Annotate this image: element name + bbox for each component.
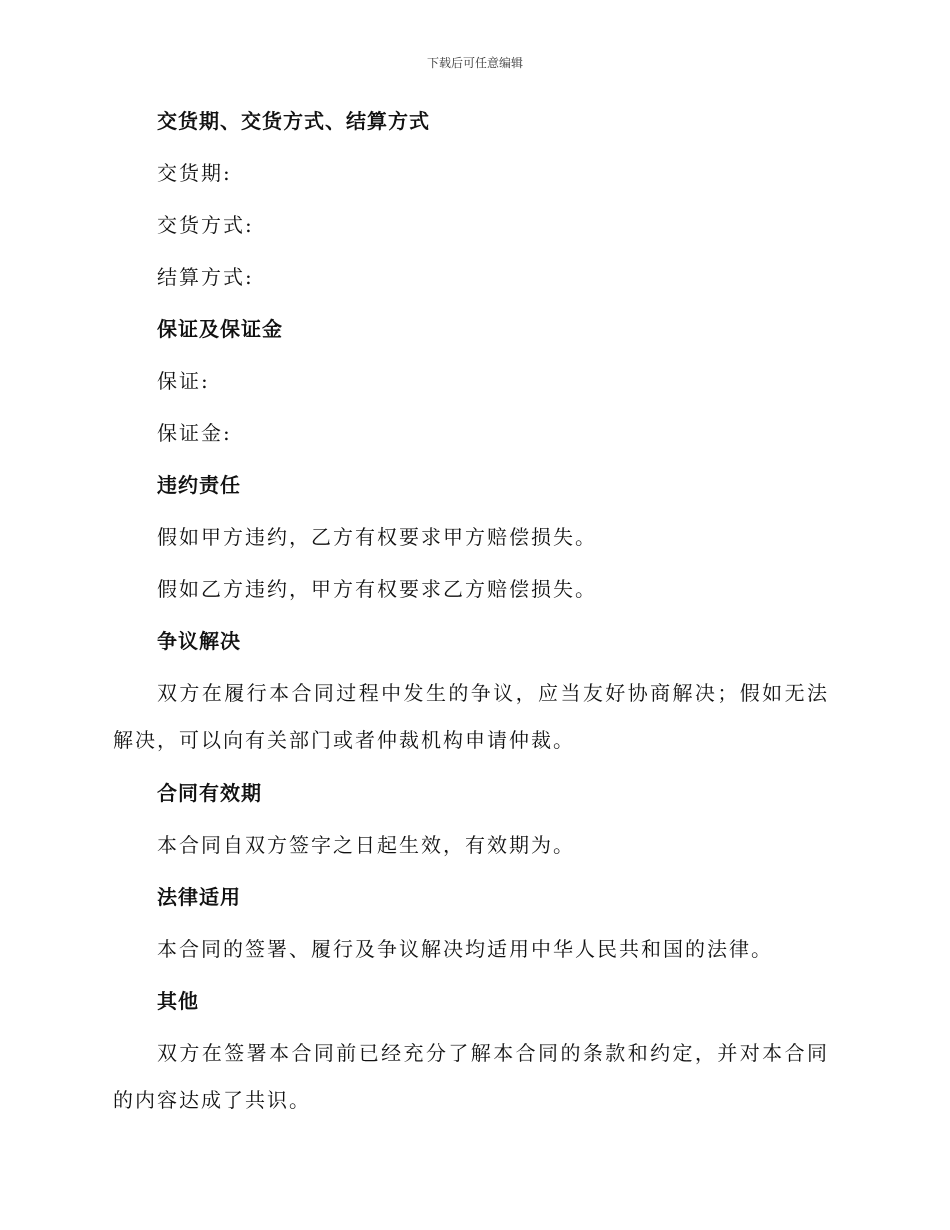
section-heading-liability: 违约责任: [157, 473, 241, 497]
delivery-method-field: 交货方式:: [157, 213, 254, 237]
section-heading-law: 法律适用: [157, 885, 241, 909]
validity-text: 本合同自双方签字之日起生效，有效期为。: [157, 833, 575, 857]
section-heading-dispute: 争议解决: [157, 629, 241, 653]
dispute-text: 双方在履行本合同过程中发生的争议，应当友好协商解决；假如无法解决，可以向有关部门或者仲裁机构申请仲裁。: [113, 681, 829, 752]
law-text: 本合同的签署、履行及争议解决均适用中华人民共和国的法律。: [157, 937, 773, 961]
liability-party-a: 假如甲方违约，乙方有权要求甲方赔偿损失。: [157, 525, 597, 549]
deposit-field: 保证金:: [157, 421, 232, 445]
settlement-method-field: 结算方式:: [157, 265, 254, 289]
section-heading-validity: 合同有效期: [157, 781, 262, 805]
guarantee-field: 保证:: [157, 369, 210, 393]
other-text: 双方在签署本合同前已经充分了解本合同的条款和约定，并对本合同的内容达成了共识。: [113, 1041, 829, 1112]
section-heading-guarantee: 保证及保证金: [157, 317, 283, 341]
page-header-note: 下载后可任意编辑: [426, 56, 523, 70]
section-heading-other: 其他: [157, 989, 199, 1013]
delivery-period-field: 交货期:: [157, 161, 232, 185]
contract-document: [113, 108, 829, 1140]
section-heading-delivery: 交货期、交货方式、结算方式: [157, 109, 430, 133]
liability-party-b: 假如乙方违约，甲方有权要求乙方赔偿损失。: [157, 577, 597, 601]
